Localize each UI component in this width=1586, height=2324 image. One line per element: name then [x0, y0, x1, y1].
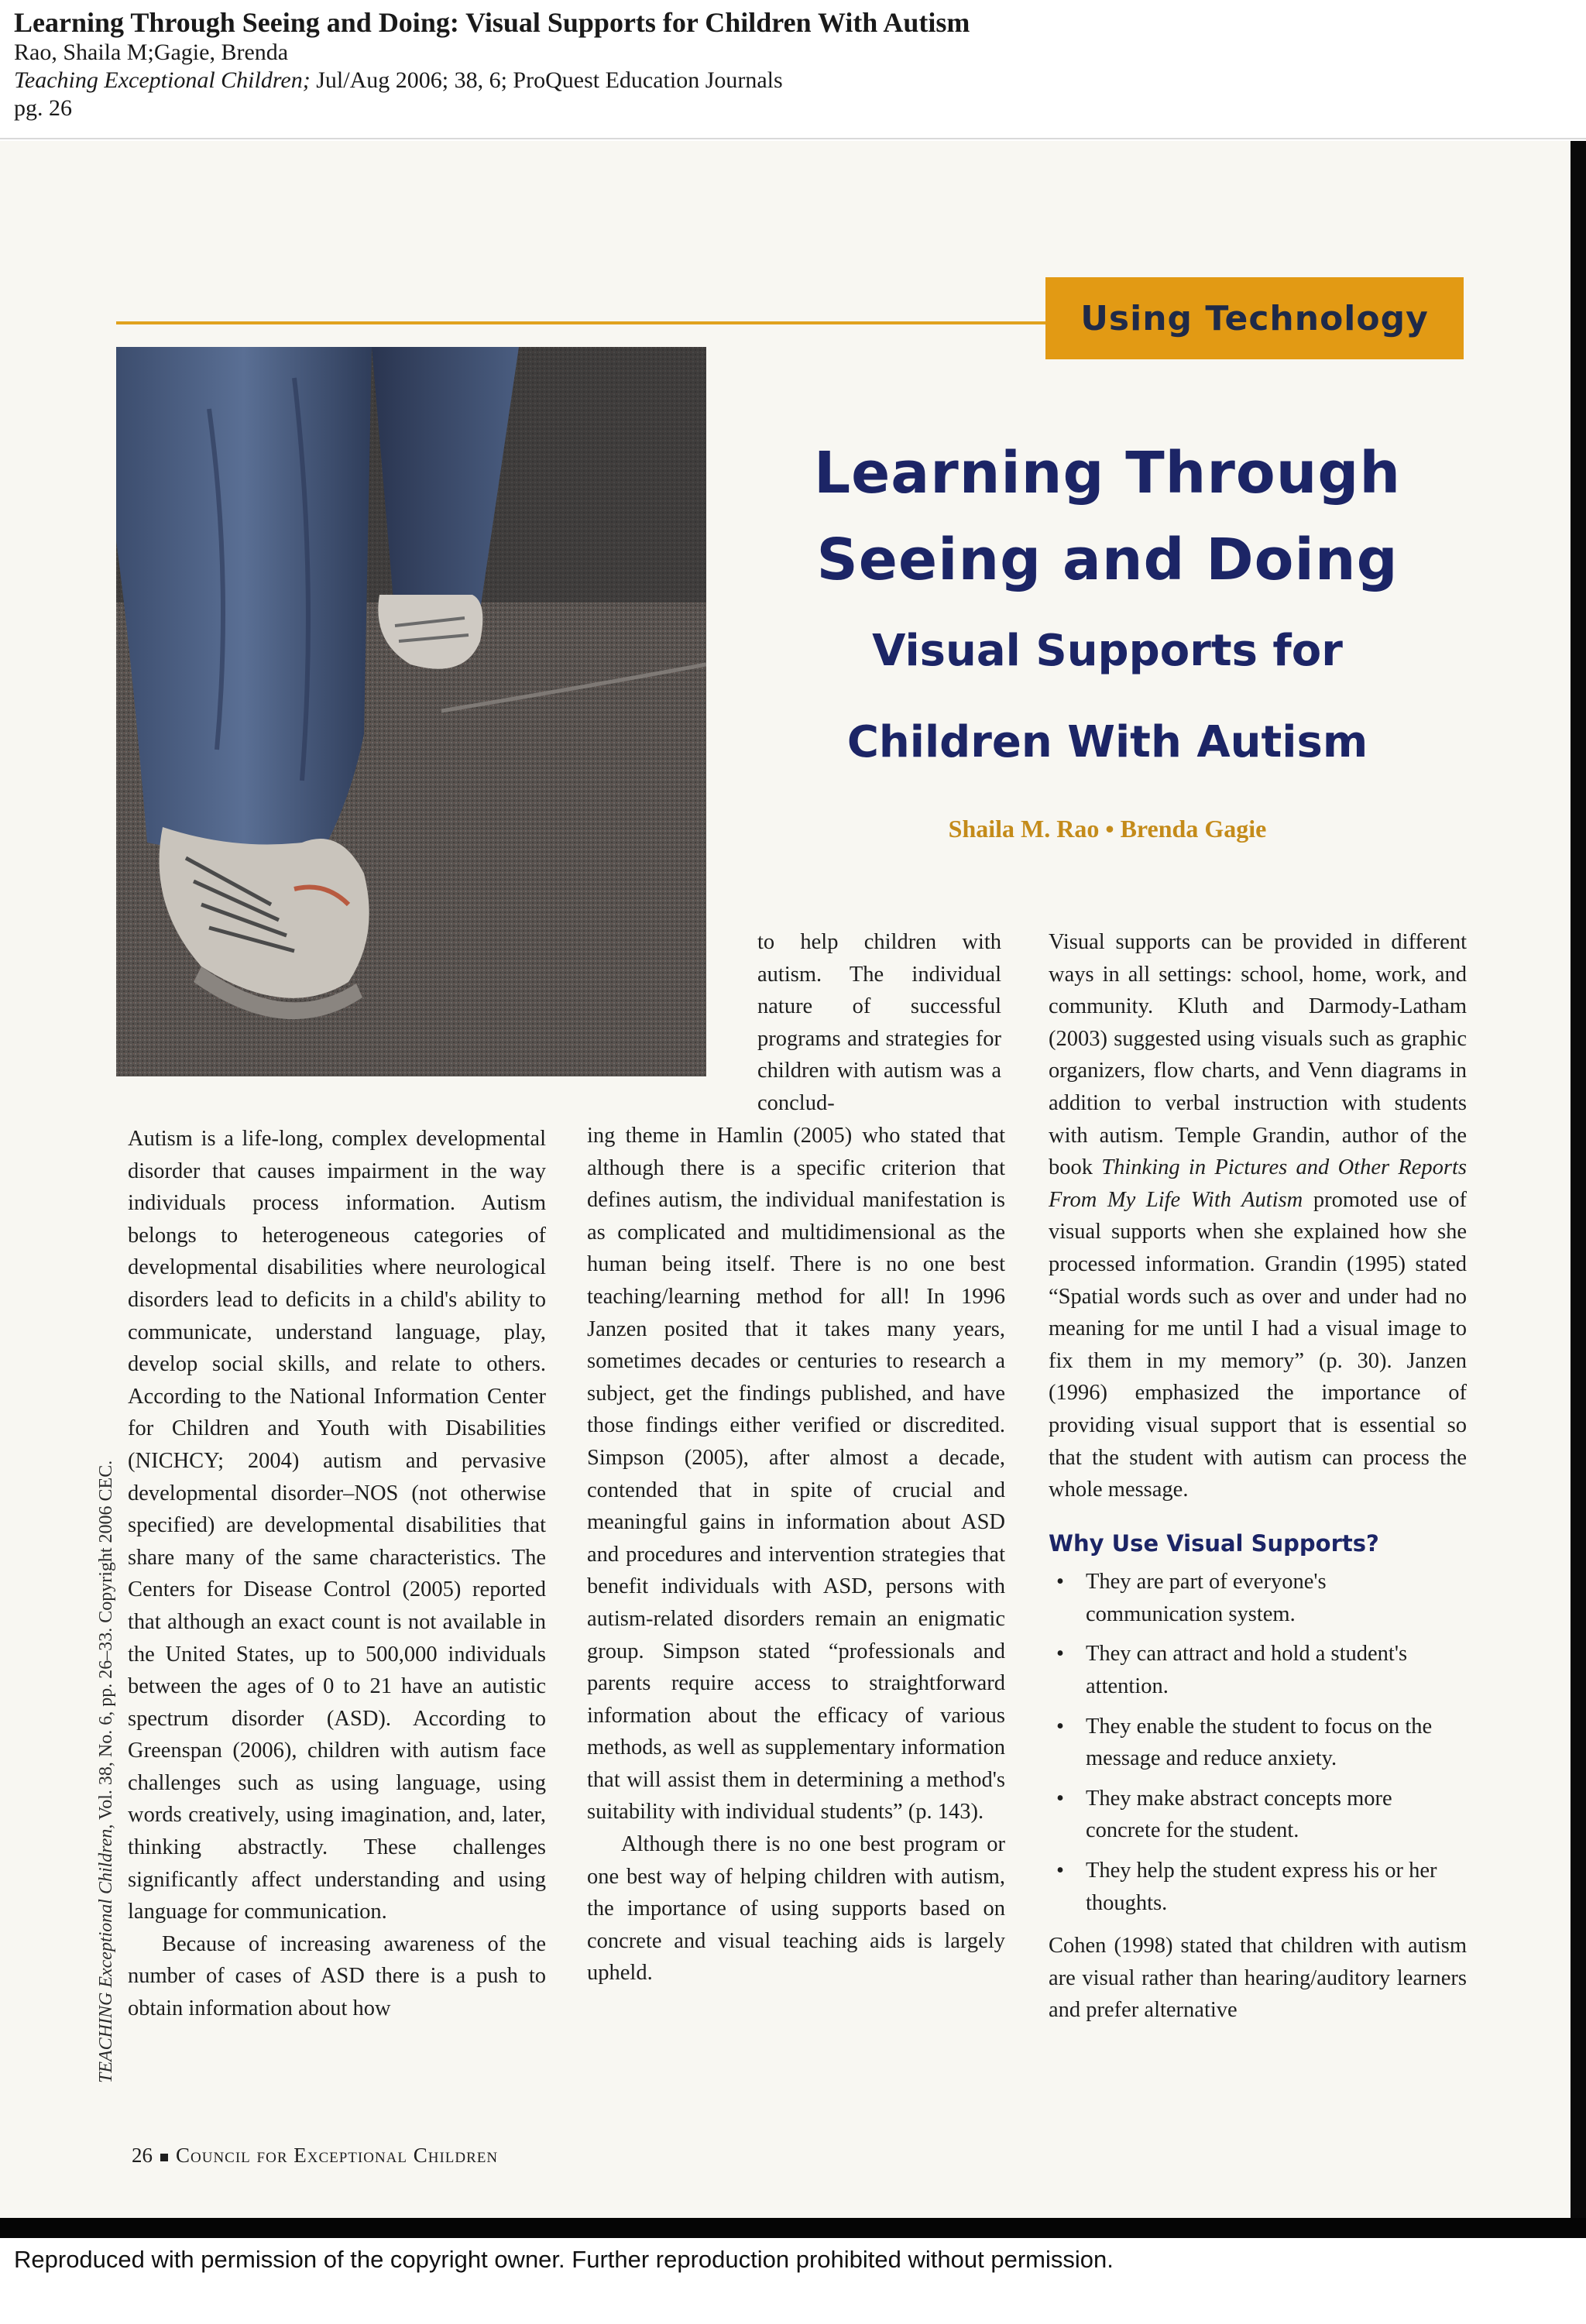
- list-item: [1049, 1855, 1467, 1919]
- article-title: Learning Through Seeing and Doing: Visual Supports for Children With Autism: [14, 7, 970, 38]
- list-item: [1049, 1783, 1467, 1847]
- byline: Shaila M. Rao • Brenda Gagie: [948, 815, 1267, 843]
- list-item: [1049, 1638, 1467, 1702]
- section-rule: [116, 321, 1053, 324]
- headline-line-3: Visual Supports for: [872, 626, 1343, 676]
- document-header: [14, 6, 1563, 122]
- bullet-icon: •: [1056, 1642, 1064, 1667]
- citation-details: Vol. 38, No. 6, pp. 26–33. Copyright 2006 CEC.: [96, 1460, 116, 1825]
- page-footer: [132, 2144, 498, 2168]
- citation-journal: TEACHING Exceptional Children,: [96, 1824, 116, 2083]
- paragraph: Although there is no one best program or one best way of helping children with autism, the importance of using supports based on concrete and visual teaching aids is largely upheld.: [587, 1832, 1005, 1986]
- body-column-2-top: [757, 926, 1001, 1120]
- paragraph: Cohen (1998) stated that children with autism are visual rather than hearing/auditory learners and prefer alternative: [1049, 1934, 1467, 2023]
- bullet-icon: •: [1056, 1570, 1064, 1595]
- section-heading: Why Use Visual Supports?: [1049, 1529, 1379, 1557]
- bullet-icon: •: [1056, 1714, 1064, 1739]
- page-number: 26: [132, 2144, 153, 2167]
- body-column-3: [1049, 926, 1467, 2027]
- scan-bottom-bar: [0, 2218, 1586, 2238]
- article-headline: [743, 430, 1471, 786]
- bullet-icon: •: [1056, 1786, 1064, 1811]
- list-item-text: They make abstract concepts more concrete for the student.: [1086, 1786, 1392, 1843]
- list-item-text: They enable the student to focus on the message and reduce anxiety.: [1086, 1714, 1433, 1771]
- headline-line-4: Children With Autism: [846, 717, 1368, 767]
- body-column-1: [128, 1123, 546, 2025]
- list-item-text: They are part of everyone's communication system.: [1086, 1570, 1327, 1626]
- list-item-text: They help the student express his or her thoughts.: [1086, 1859, 1437, 1915]
- page-reference: pg. 26: [14, 95, 72, 121]
- article-authors: Rao, Shaila M;Gagie, Brenda: [14, 39, 289, 65]
- journal-name: Teaching Exceptional Children;: [14, 67, 311, 93]
- paragraph: Autism is a life-long, complex developmental disorder that causes impairment in the way individuals process information. Autism belongs to heterogeneous categories of developmental disabilities where neurological disorders lead to deficits in a child's ability to communicate, understand language, play, develop social skills, and relate to others. According to the National Information Center for Children and Youth with Disabilities (NICHCY; 2004) autism and pervasive developmental disorder–NOS (not otherwise specified) are developmental disabilities that share many of the same characteristics. The Centers for Disease Control (2005) reported that although an exact count is not available in the United States, up to 500,000 individuals between the ages of 0 to 21 have an autistic spectrum disorder (ASD). According to Greenspan (2006), children with autism face challenges such as using language, using words creatively, using imagination, and, later, thinking abstractly. These challenges significantly affect understanding and using language for communication.: [128, 1127, 546, 1924]
- section-badge: Using Technology: [1045, 277, 1464, 359]
- vertical-citation: [96, 1460, 117, 2083]
- journal-issue: Jul/Aug 2006; 38, 6; ProQuest Education Journals: [310, 67, 783, 93]
- paragraph-text: Visual supports can be provided in different ways in all settings: school, home, work, and community. Kluth and Darmody-Latham (2003) suggested using visuals such as graphic organizers, flow charts, and Venn diagrams in addition to verbal instruction with students with autism. Temple Grandin, author of the book: [1049, 930, 1467, 1180]
- paragraph-text: promoted use of visual supports when she explained how she processed information. Grandin (1995) stated “Spatial words such as over and under had no meaning for me until I had a visual image to fix them in my memory” (p. 30). Janzen (1996) emphasized the importance of providing visual support that is essential so that the student with autism can process the whole message.: [1049, 1187, 1467, 1502]
- article-photo: [116, 347, 706, 1076]
- list-item: [1049, 1566, 1467, 1630]
- book-title: Thinking in Pictures and Other Reports From My Life With Autism: [1049, 1155, 1467, 1212]
- paragraph: [1049, 926, 1467, 1506]
- journal-citation: [14, 67, 1563, 94]
- square-bullet-icon: [160, 2154, 168, 2161]
- headline-line-2: Seeing and Doing: [816, 527, 1399, 593]
- scan-edge: [1571, 141, 1586, 2218]
- header-divider: [0, 138, 1586, 139]
- paragraph: Because of increasing awareness of the number of cases of ASD there is a push to obtain information about how: [128, 1931, 546, 2021]
- headline-line-1: Learning Through: [813, 440, 1402, 506]
- bullet-icon: •: [1056, 1859, 1064, 1883]
- list-item-text: They can attract and hold a student's attention.: [1086, 1642, 1408, 1699]
- reproduction-notice: Reproduced with permission of the copyright owner. Further reproduction prohibited without permission.: [14, 2246, 1114, 2273]
- bullet-list: [1049, 1566, 1467, 1919]
- publisher-name: Council for Exceptional Children: [176, 2144, 499, 2167]
- paragraph: to help children with autism. The individual nature of successful programs and strategies for children with autism was a conclud-: [757, 930, 1001, 1115]
- body-column-2: [587, 1120, 1005, 1989]
- list-item: [1049, 1711, 1467, 1775]
- paragraph: ing theme in Hamlin (2005) who stated that although there is a specific criterion that defines autism, the individual manifestation is as complicated and multidimensional as the human being itself. There is no one best teaching/learning method for all! In 1996 Janzen posited that it takes many years, sometimes decades or centuries to research a subject, get the findings published, and have those findings either verified or discredited. Simpson (2005), after almost a decade, contended that in spite of crucial and meaningful gains in information about ASD and procedures and intervention strategies that benefit individuals with ASD, persons with autism-related disorders remain an enigmatic group. Simpson stated “professionals and parents require access to straightforward information about the efficacy of various methods, as well as supplementary information that will assist them in determining a method's suitability with individual students” (p. 143).: [587, 1124, 1005, 1825]
